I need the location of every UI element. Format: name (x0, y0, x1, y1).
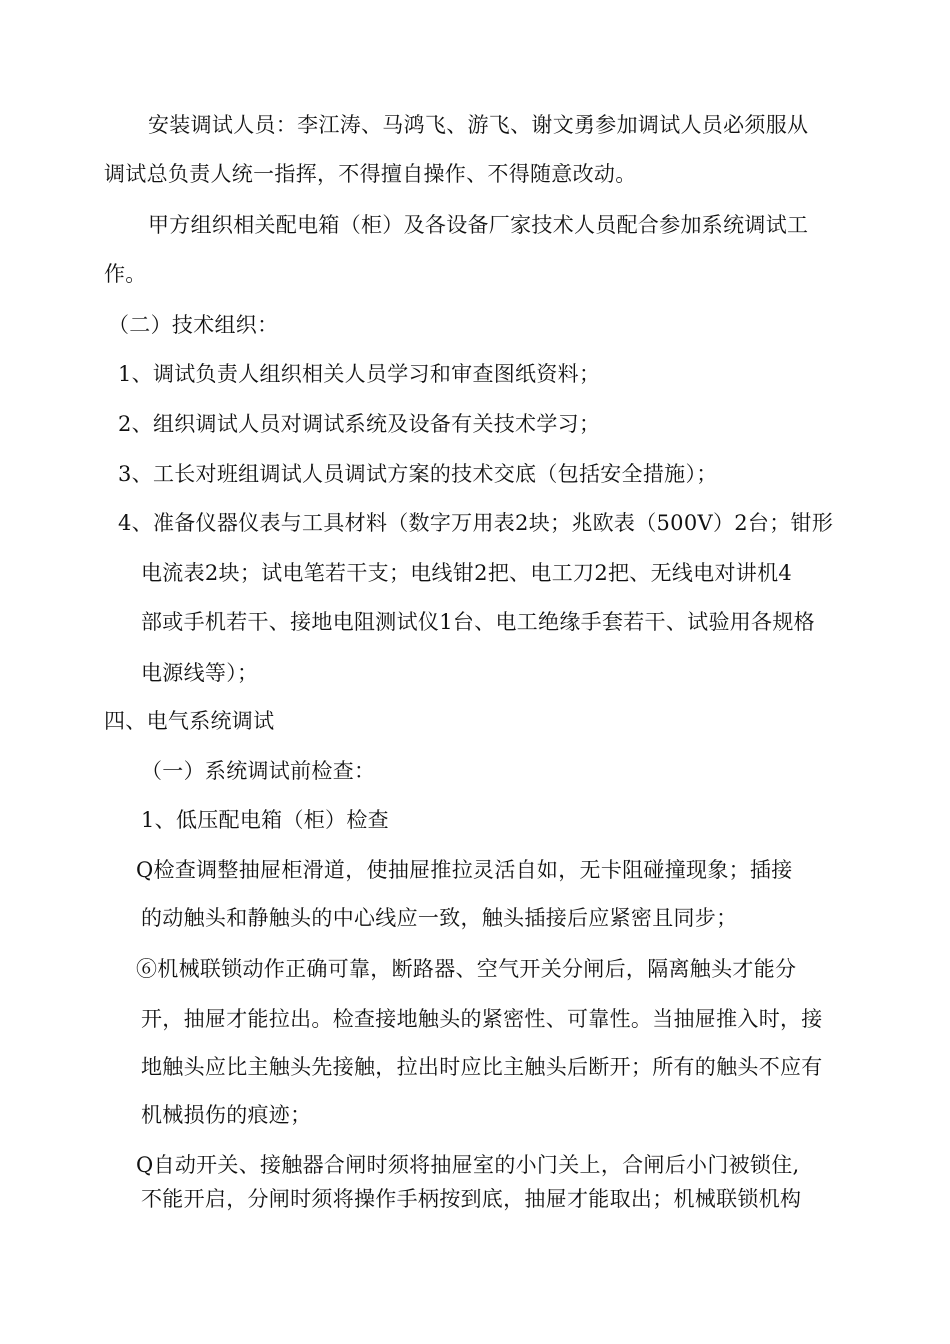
text-line: 安装调试人员：李江涛、马鸿飞、游飞、谢文勇参加调试人员必须服从 (148, 113, 809, 137)
section-heading: （二）技术组织： (108, 313, 279, 337)
text-line: 调试总负责人统一指挥，不得擅自操作、不得随意改动。 (104, 162, 637, 186)
paragraph-line: 机械损伤的痕迹； (141, 1103, 312, 1127)
list-item: 4、准备仪器仪表与工具材料（数字万用表2块；兆欧表（500V）2台；钳形 (118, 511, 834, 535)
list-item: 3、工长对班组调试人员调试方案的技术交底（包括安全措施）； (118, 462, 718, 486)
subsection-heading: 1、低压配电箱（柜）检查 (141, 808, 389, 832)
section-heading: 四、电气系统调试 (104, 709, 275, 733)
list-item: 2、组织调试人员对调试系统及设备有关技术学习； (118, 412, 601, 436)
list-item-continuation: 电流表2块；试电笔若干支；电线钳2把、电工刀2把、无线电对讲机4 (141, 561, 793, 585)
subsection-heading: （一）系统调试前检查： (141, 759, 376, 783)
paragraph-line: 不能开启，分闸时须将操作手柄按到底，抽屉才能取出；机械联锁机构 (141, 1187, 802, 1211)
paragraph-line: 的动触头和静触头的中心线应一致，触头插接后应紧密且同步； (141, 906, 738, 930)
paragraph-line: 开，抽屉才能拉出。检查接地触头的紧密性、可靠性。当抽屉推入时，接 (141, 1007, 823, 1031)
text-line: 作。 (104, 262, 147, 286)
list-item: 1、调试负责人组织相关人员学习和审查图纸资料； (118, 362, 601, 386)
list-item-continuation: 部或手机若干、接地电阻测试仪1台、电工绝缘手套若干、试验用各规格 (141, 610, 815, 634)
paragraph-line: ⑥机械联锁动作正确可靠，断路器、空气开关分闸后，隔离触头才能分 (136, 957, 797, 981)
paragraph-line: Q自动开关、接触器合闸时须将抽屉室的小门关上，合闸后小门被锁住, (136, 1153, 800, 1177)
paragraph-line: 地触头应比主触头先接触，拉出时应比主触头后断开；所有的触头不应有 (141, 1055, 823, 1079)
text-line: 甲方组织相关配电箱（柜）及各设备厂家技术人员配合参加系统调试工 (148, 213, 809, 237)
paragraph-line: Q检查调整抽屉柜滑道，使抽屉推拉灵活自如，无卡阻碰撞现象；插接 (136, 858, 793, 882)
list-item-continuation: 电源线等）； (141, 661, 259, 685)
